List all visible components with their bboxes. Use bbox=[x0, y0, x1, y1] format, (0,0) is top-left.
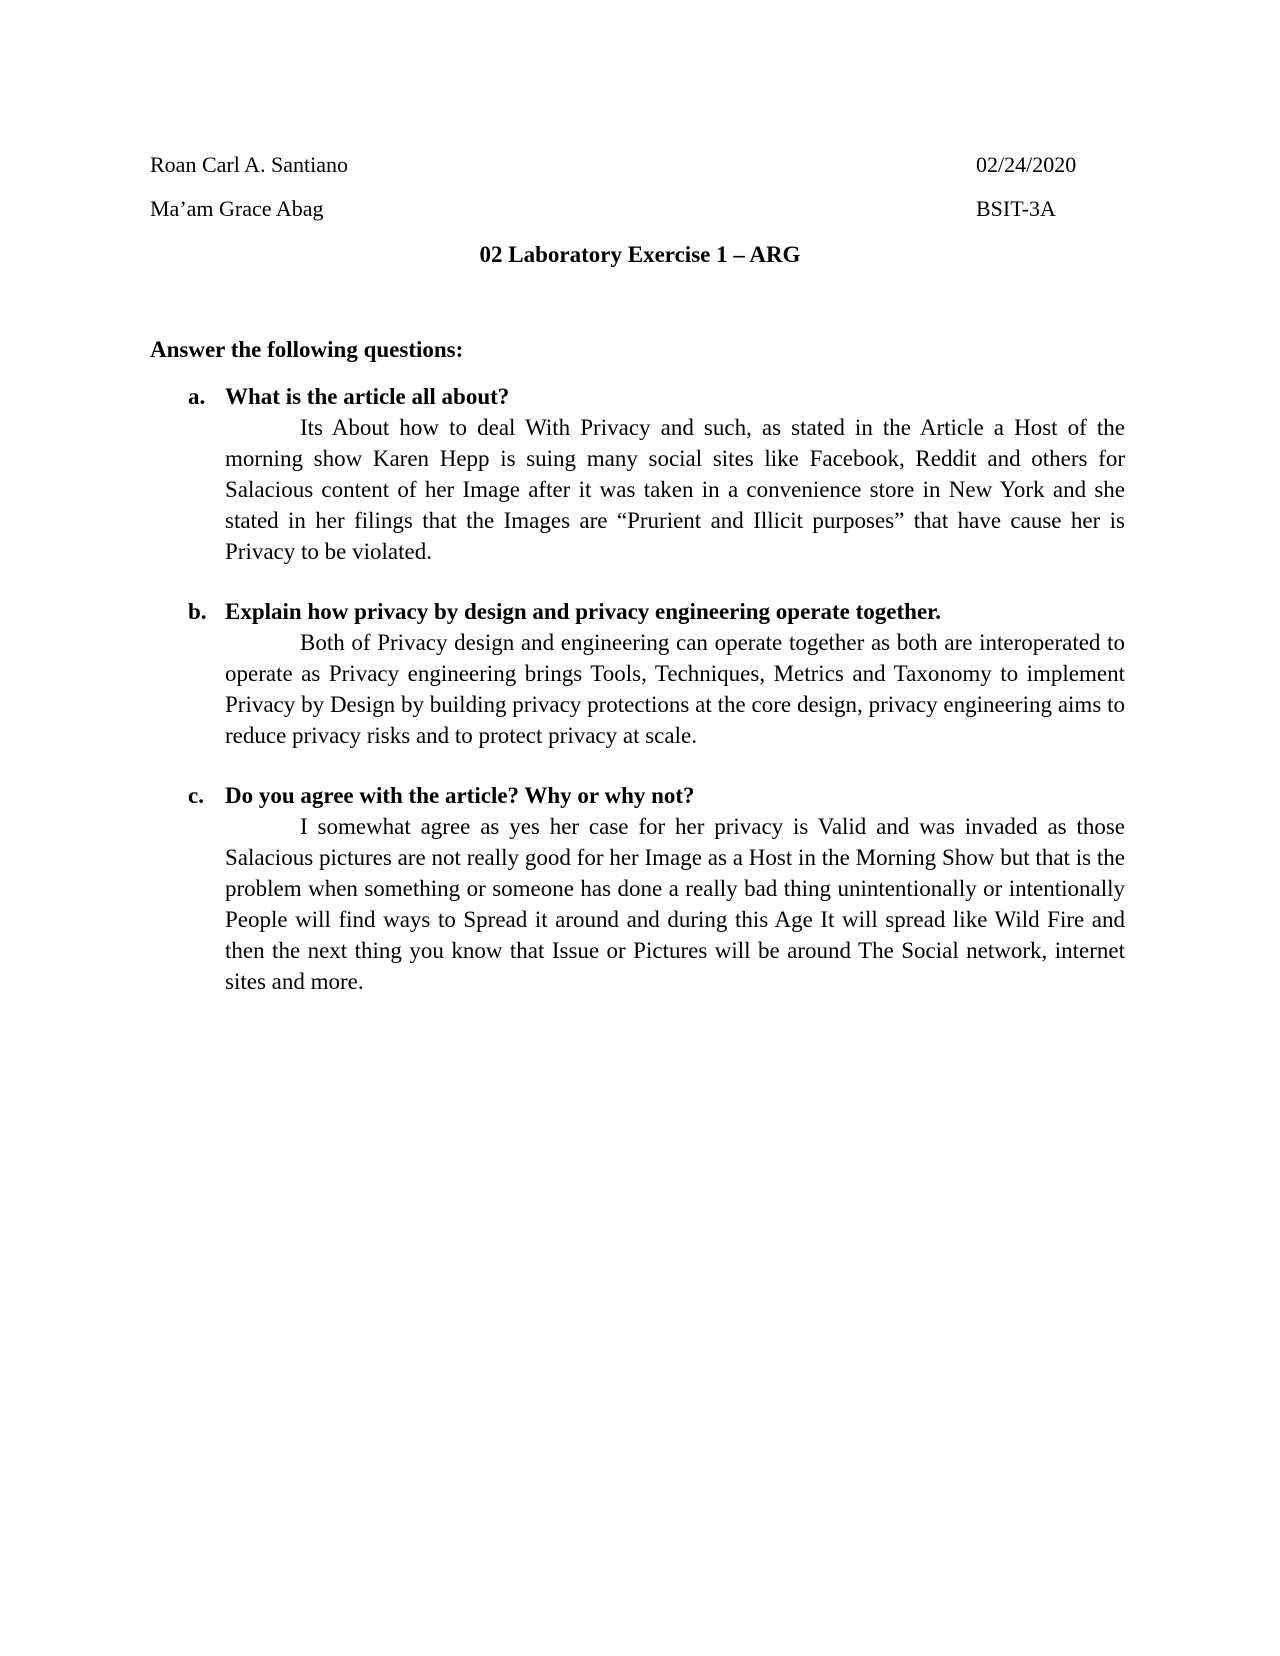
question-heading bbox=[150, 597, 1125, 627]
answer-text: Both of Privacy design and engineering can operate together as both are interoperated to operate as Privacy engineering brings Tools, Techniques, Metrics and Taxonomy to implement Privacy by Design by building privacy protections at the core design, privacy engineering aims to reduce privacy risks and to protect privacy at scale. bbox=[225, 630, 1125, 748]
document-title: 02 Laboratory Exercise 1 – ARG bbox=[479, 242, 801, 267]
question-text: What is the article all about? bbox=[225, 384, 510, 409]
answer-text: Its About how to deal With Privacy and such, as stated in the Article a Host of the morning show Karen Hepp is suing many social sites like Facebook, Reddit and others for Salacious content of her Image after it was taken in a convenience store in New York and she stated in her filings that the Images are “Prurient and Illicit purposes” that have cause her is Privacy to be violated. bbox=[225, 415, 1125, 564]
question-a bbox=[150, 382, 1125, 567]
question-letter: c. bbox=[188, 783, 204, 808]
question-text: Explain how privacy by design and privacy engineering operate together. bbox=[225, 599, 941, 624]
student-name: Roan Carl A. Santiano bbox=[150, 152, 348, 177]
question-letter: a. bbox=[188, 384, 206, 409]
question-text: Do you agree with the article? Why or why not? bbox=[225, 783, 695, 808]
question-heading bbox=[150, 382, 1125, 412]
question-b bbox=[150, 597, 1125, 751]
question-heading bbox=[150, 781, 1125, 811]
question-c bbox=[150, 781, 1125, 997]
submission-date: 02/24/2020 bbox=[976, 152, 1077, 177]
instructor-name: Ma’am Grace Abag bbox=[150, 196, 324, 221]
section-label: BSIT-3A bbox=[976, 196, 1056, 221]
answer-text: I somewhat agree as yes her case for her privacy is Valid and was invaded as those Salacious pictures are not really good for her Image as a Host in the Morning Show but that is the problem when something or someone has done a really bad thing unintentionally or intentionally People will find ways to Spread it around and during this Age It will spread like Wild Fire and then the next thing you know that Issue or Pictures will be around The Social network, internet sites and more. bbox=[225, 814, 1125, 994]
instructions-heading: Answer the following questions: bbox=[150, 337, 464, 362]
question-letter: b. bbox=[188, 599, 207, 624]
